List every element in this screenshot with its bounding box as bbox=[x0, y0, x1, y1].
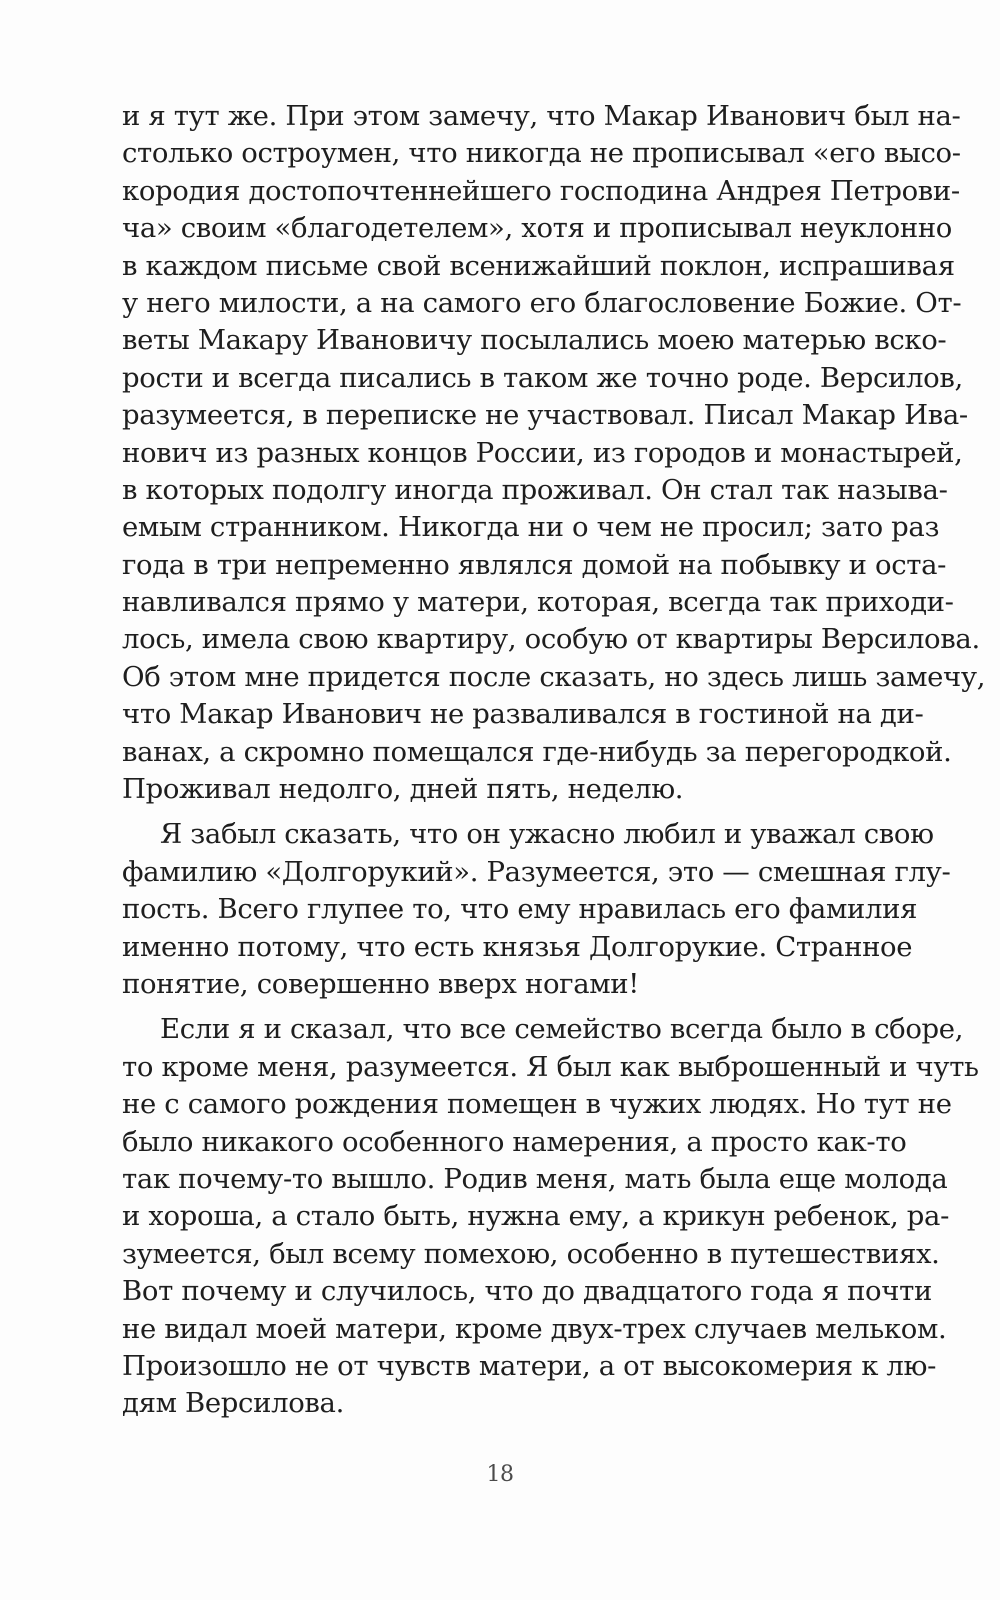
paragraph bbox=[122, 1011, 979, 1422]
text-line: и хороша, а стало быть, нужна ему, а крикун ребенок, ра- bbox=[122, 1200, 950, 1233]
text-line: в каждом письме свой всенижайший поклон, испрашивая bbox=[122, 249, 955, 282]
text-line: фамилию «Долгорукий». Разумеется, это — смешная глу- bbox=[122, 855, 951, 888]
body-text bbox=[122, 98, 986, 1423]
text-line: понятие, совершенно вверх ногами! bbox=[122, 967, 639, 1000]
text-line: навливался прямо у матери, которая, всегда так приходи- bbox=[122, 586, 954, 619]
text-line: Если я и сказал, что все семейство всегда было в сборе, bbox=[160, 1013, 964, 1046]
paragraph bbox=[122, 816, 951, 1003]
text-line: то кроме меня, разумеется. Я был как выброшенный и чуть bbox=[122, 1050, 979, 1083]
text-line: дям Версилова. bbox=[122, 1387, 344, 1420]
text-line: именно потому, что есть князья Долгорукие. Странное bbox=[122, 930, 913, 963]
text-line: Произошло не от чувств матери, а от высокомерия к лю- bbox=[122, 1349, 937, 1382]
text-line: не с самого рождения помещен в чужих людях. Но тут не bbox=[122, 1088, 952, 1121]
text-line: кородия достопочтеннейшего господина Андрея Петрови- bbox=[122, 174, 960, 207]
paragraph-gap bbox=[122, 808, 882, 816]
text-line: емым странником. Никогда ни о чем не просил; зато раз bbox=[122, 511, 940, 544]
page-number: 18 bbox=[486, 1462, 514, 1487]
text-line: ча» своим «благодетелем», хотя и прописывал неуклонно bbox=[122, 212, 953, 245]
text-line: Я забыл сказать, что он ужасно любил и уважал свою bbox=[160, 818, 934, 851]
text-line: года в три непременно являлся домой на побывку и оста- bbox=[122, 548, 947, 581]
text-line: лось, имела свою квартиру, особую от квартиры Версилова. bbox=[122, 623, 980, 656]
text-line: Об этом мне придется после сказать, но здесь лишь замечу, bbox=[122, 660, 986, 693]
text-line: зумеется, был всему помехою, особенно в путешествиях. bbox=[122, 1237, 940, 1270]
text-line: рости и всегда писались в таком же точно роде. Версилов, bbox=[122, 361, 963, 394]
text-line: веты Макару Ивановичу посылались моею матерью вско- bbox=[122, 324, 947, 357]
text-line: у него милости, а на самого его благословение Божие. От- bbox=[122, 286, 962, 319]
text-line: разумеется, в переписке не участвовал. Писал Макар Ива- bbox=[122, 399, 968, 432]
text-line: столько остроумен, что никогда не прописывал «его высо- bbox=[122, 137, 961, 170]
text-line: так почему-то вышло. Родив меня, мать была еще молода bbox=[122, 1162, 948, 1195]
text-line: и я тут же. При этом замечу, что Макар Иванович был на- bbox=[122, 100, 961, 132]
text-line: Вот почему и случилось, что до двадцатого года я почти bbox=[122, 1275, 932, 1308]
text-line: ванах, а скромно помещался где-нибудь за перегородкой. bbox=[122, 735, 952, 768]
paragraph bbox=[122, 98, 986, 808]
text-line: пость. Всего глупее то, что ему нравилась его фамилия bbox=[122, 893, 918, 926]
text-line: что Макар Иванович не разваливался в гостиной на ди- bbox=[122, 698, 924, 731]
text-line: было никакого особенного намерения, а просто как-то bbox=[122, 1125, 907, 1158]
text-line: не видал моей матери, кроме двух-трех случаев мельком. bbox=[122, 1312, 947, 1345]
text-line: нович из разных концов России, из городов и монастырей, bbox=[122, 436, 963, 469]
paragraph-gap bbox=[122, 1003, 882, 1011]
text-line: в которых подолгу иногда проживал. Он стал так называ- bbox=[122, 473, 948, 506]
text-line: Проживал недолго, дней пять, неделю. bbox=[122, 773, 684, 806]
